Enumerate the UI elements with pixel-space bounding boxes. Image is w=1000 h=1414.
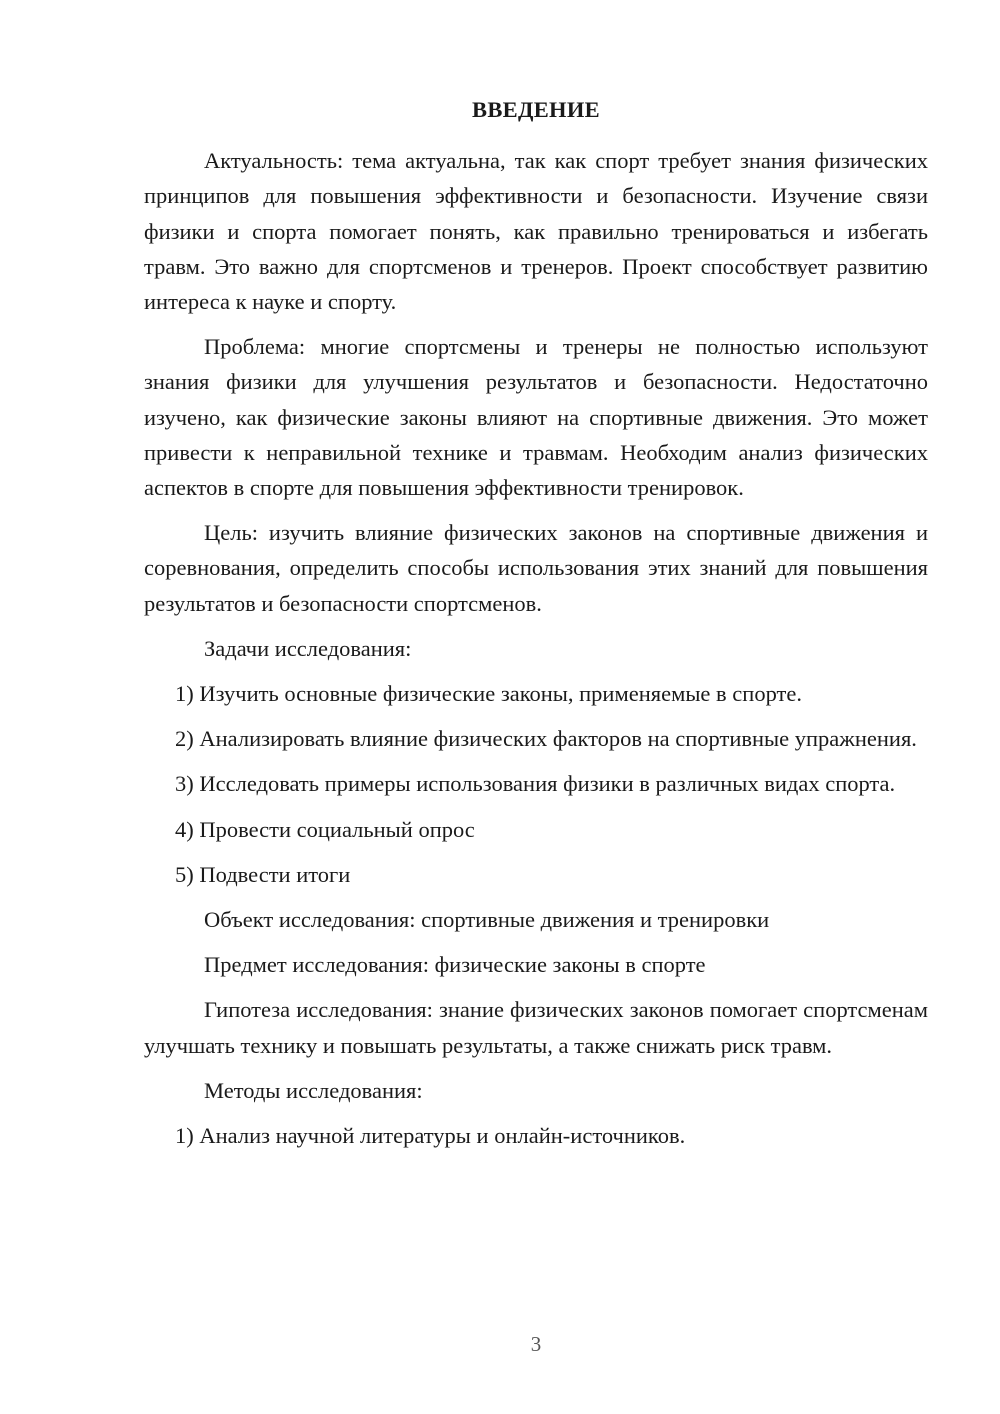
page-number: 3 bbox=[530, 1332, 542, 1356]
task-item-3: 3) Исследовать примеры использования физики в различных видах спорта. bbox=[175, 771, 896, 797]
relevance-paragraph: Актуальность: тема актуальна, так как спорт требует знания физических принципов для повышения эффективности и безопасности. Изучение связи физики и спорта помогает понять, как правильно тренироваться и избегать травм. Это важно для спортсменов и тренеров. Проект способствует развитию интереса к науке и спорту. bbox=[144, 148, 928, 315]
goal-paragraph: Цель: изучить влияние физических законов на спортивные движения и соревнования, определить способы использования этих знаний для повышения результатов и безопасности спортсменов. bbox=[144, 520, 928, 616]
task-item-2: 2) Анализировать влияние физических факторов на спортивные упражнения. bbox=[175, 726, 917, 752]
method-item-1: 1) Анализ научной литературы и онлайн-источников. bbox=[175, 1123, 686, 1149]
section-title: ВВЕДЕНИЕ bbox=[472, 97, 600, 122]
tasks-heading: Задачи исследования: bbox=[204, 635, 412, 661]
document-page bbox=[144, 92, 928, 1163]
task-item-1: 1) Изучить основные физические законы, применяемые в спорте. bbox=[175, 681, 802, 707]
task-item-5: 5) Подвести итоги bbox=[175, 861, 351, 887]
research-object: Объект исследования: спортивные движения и тренировки bbox=[204, 907, 770, 933]
task-item-4: 4) Провести социальный опрос bbox=[175, 816, 475, 842]
problem-paragraph: Проблема: многие спортсмены и тренеры не полностью используют знания физики для улучшения результатов и безопасности. Недостаточно изучено, как физические законы влияют на спортивные движения. Это может привести к неправильной технике и травмам. Необходим анализ физических аспектов в спорте для повышения эффективности тренировок. bbox=[144, 334, 928, 501]
research-subject: Предмет исследования: физические законы в спорте bbox=[204, 952, 706, 978]
hypothesis-paragraph: Гипотеза исследования: знание физических законов помогает спортсменам улучшать технику и повышать результаты, а также снижать риск травм. bbox=[144, 997, 928, 1058]
methods-heading: Методы исследования: bbox=[204, 1077, 423, 1103]
